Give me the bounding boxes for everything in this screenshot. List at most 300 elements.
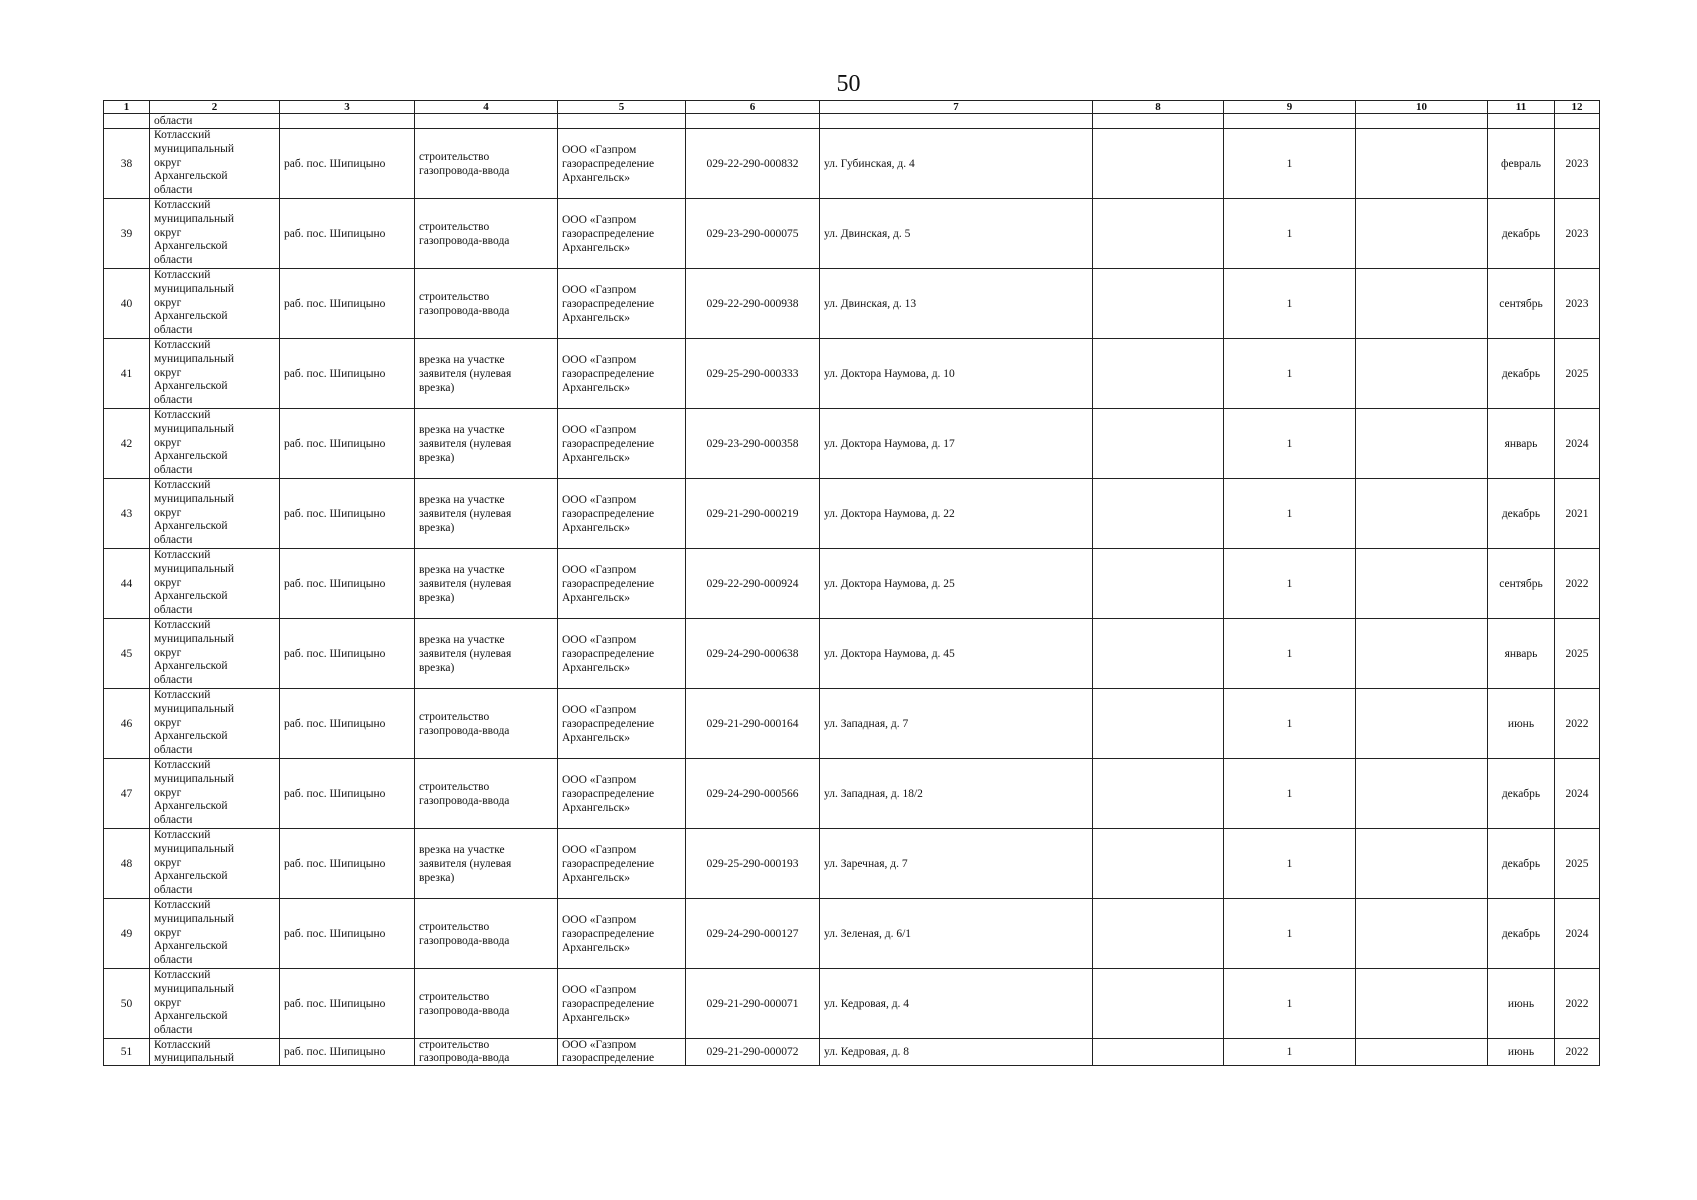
work-type-cell-line: газопровода-ввода xyxy=(419,164,510,177)
organization-cell-line: Архангельск» xyxy=(562,941,631,954)
row-number-cell: 42 xyxy=(104,409,150,479)
settlement-cell: раб. пос. Шипицыно xyxy=(280,969,415,1039)
address-cell: ул. Доктора Наумова, д. 10 xyxy=(820,339,1093,409)
district-cell-line: Котласский xyxy=(154,759,211,771)
organization-cell-line: газораспределение xyxy=(562,647,655,660)
quantity-cell: 1 xyxy=(1224,969,1356,1039)
column-10-cell xyxy=(1356,1039,1488,1066)
work-type-cell xyxy=(415,829,558,899)
district-cell-line: муниципальный xyxy=(154,632,235,645)
table-row xyxy=(104,689,1600,759)
work-type-cell-line: заявителя (нулевая xyxy=(419,577,512,590)
table-row xyxy=(104,339,1600,409)
table-row xyxy=(104,899,1600,969)
district-cell-line: Архангельской xyxy=(154,450,228,463)
row-number-cell: 51 xyxy=(104,1039,150,1066)
column-number: 5 xyxy=(558,101,686,114)
column-10-cell xyxy=(1356,129,1488,199)
column-10-cell xyxy=(1356,969,1488,1039)
district-cell xyxy=(150,759,280,829)
month-cell: июнь xyxy=(1488,1039,1555,1066)
month-cell: сентябрь xyxy=(1488,549,1555,619)
page-number: 50 xyxy=(836,71,861,97)
work-type-cell-line: врезка) xyxy=(419,591,455,604)
work-type-cell-line: заявителя (нулевая xyxy=(419,367,512,380)
organization-cell-line: газораспределение xyxy=(562,367,655,380)
column-8-cell xyxy=(1093,969,1224,1039)
year-cell: 2023 xyxy=(1555,199,1600,269)
district-cell-line: Архангельской xyxy=(154,1010,228,1023)
organization-cell xyxy=(558,1039,686,1066)
organization-cell-line: газораспределение xyxy=(562,507,655,520)
table-row xyxy=(104,969,1600,1039)
table-cell xyxy=(686,114,820,129)
work-type-cell-line: газопровода-ввода xyxy=(419,934,510,947)
table-cell xyxy=(104,114,150,129)
district-cell-line: области xyxy=(154,394,193,407)
settlement-cell: раб. пос. Шипицыно xyxy=(280,269,415,339)
table-cell xyxy=(1224,114,1356,129)
district-cell-line: Котласский xyxy=(154,479,211,491)
district-cell-line: муниципальный xyxy=(154,562,235,575)
table-row xyxy=(104,759,1600,829)
code-cell: 029-21-290-000072 xyxy=(686,1039,820,1066)
organization-cell-line: Архангельск» xyxy=(562,241,631,254)
column-10-cell xyxy=(1356,479,1488,549)
column-number: 4 xyxy=(415,101,558,114)
table-cell xyxy=(820,114,1093,129)
settlement-cell: раб. пос. Шипицыно xyxy=(280,409,415,479)
year-cell: 2022 xyxy=(1555,549,1600,619)
district-cell xyxy=(150,339,280,409)
column-10-cell xyxy=(1356,619,1488,689)
district-cell-line: области xyxy=(154,604,193,617)
row-number-cell: 39 xyxy=(104,199,150,269)
work-type-cell xyxy=(415,269,558,339)
district-cell-line: области xyxy=(154,814,193,827)
table-row xyxy=(104,129,1600,199)
district-cell-line: округ xyxy=(154,856,182,869)
row-number-cell: 45 xyxy=(104,619,150,689)
table-row xyxy=(104,269,1600,339)
work-type-cell xyxy=(415,759,558,829)
work-type-cell-line: врезка на участке xyxy=(419,423,505,436)
work-type-cell-line: врезка) xyxy=(419,871,455,884)
work-type-cell-line: газопровода-ввода xyxy=(419,1004,510,1017)
table-row xyxy=(104,829,1600,899)
organization-cell xyxy=(558,339,686,409)
settlement-cell: раб. пос. Шипицыно xyxy=(280,829,415,899)
column-10-cell xyxy=(1356,689,1488,759)
organization-cell-line: ООО «Газпром xyxy=(562,703,637,716)
organization-cell-line: ООО «Газпром xyxy=(562,773,637,786)
district-cell-line: Котласский xyxy=(154,969,211,981)
code-cell: 029-23-290-000075 xyxy=(686,199,820,269)
organization-cell-line: Архангельск» xyxy=(562,591,631,604)
district-cell-line: муниципальный xyxy=(154,492,235,505)
row-number-cell: 50 xyxy=(104,969,150,1039)
year-cell: 2022 xyxy=(1555,969,1600,1039)
quantity-cell: 1 xyxy=(1224,1039,1356,1066)
year-cell: 2022 xyxy=(1555,1039,1600,1066)
table-cell xyxy=(1093,114,1224,129)
district-cell-line: Архангельской xyxy=(154,310,228,323)
month-cell: сентябрь xyxy=(1488,269,1555,339)
organization-cell-line: газораспределение xyxy=(562,577,655,590)
month-cell: декабрь xyxy=(1488,339,1555,409)
organization-cell-line: ООО «Газпром xyxy=(562,493,637,506)
column-8-cell xyxy=(1093,899,1224,969)
column-8-cell xyxy=(1093,339,1224,409)
column-8-cell xyxy=(1093,829,1224,899)
organization-cell-line: Архангельск» xyxy=(562,661,631,674)
row-number-cell: 46 xyxy=(104,689,150,759)
work-type-cell-line: заявителя (нулевая xyxy=(419,857,512,870)
district-cell-line: муниципальный xyxy=(154,352,235,365)
address-cell: ул. Зеленая, д. 6/1 xyxy=(820,899,1093,969)
work-type-cell-line: строительство xyxy=(419,220,490,233)
month-cell: декабрь xyxy=(1488,479,1555,549)
column-number: 2 xyxy=(150,101,280,114)
organization-cell-line: газораспределение xyxy=(562,437,655,450)
district-cell-line: Котласский xyxy=(154,899,211,911)
organization-cell xyxy=(558,759,686,829)
year-cell: 2024 xyxy=(1555,409,1600,479)
column-number: 7 xyxy=(820,101,1093,114)
work-type-cell-line: строительство xyxy=(419,920,490,933)
quantity-cell: 1 xyxy=(1224,409,1356,479)
district-cell xyxy=(150,619,280,689)
district-cell-line: Котласский xyxy=(154,829,211,841)
column-10-cell xyxy=(1356,759,1488,829)
code-cell: 029-21-290-000071 xyxy=(686,969,820,1039)
district-cell: области xyxy=(150,114,280,129)
data-table xyxy=(103,100,1600,1066)
column-number: 8 xyxy=(1093,101,1224,114)
work-type-cell-line: врезка) xyxy=(419,521,455,534)
work-type-cell xyxy=(415,339,558,409)
column-8-cell xyxy=(1093,269,1224,339)
code-cell: 029-22-290-000832 xyxy=(686,129,820,199)
organization-cell-line: Архангельск» xyxy=(562,381,631,394)
work-type-cell xyxy=(415,479,558,549)
district-cell-line: округ xyxy=(154,646,182,659)
district-cell-line: Архангельской xyxy=(154,380,228,393)
district-cell-line: области xyxy=(154,464,193,477)
organization-cell-line: ООО «Газпром xyxy=(562,843,637,856)
code-cell: 029-22-290-000924 xyxy=(686,549,820,619)
column-8-cell xyxy=(1093,549,1224,619)
organization-cell-line: газораспределение xyxy=(562,857,655,870)
district-cell-line: Котласский xyxy=(154,1039,211,1051)
organization-cell-line: ООО «Газпром xyxy=(562,633,637,646)
row-number-cell: 44 xyxy=(104,549,150,619)
year-cell: 2021 xyxy=(1555,479,1600,549)
code-cell: 029-22-290-000938 xyxy=(686,269,820,339)
work-type-cell-line: врезка) xyxy=(419,381,455,394)
continued-row xyxy=(104,114,1600,129)
row-number-cell: 43 xyxy=(104,479,150,549)
address-cell: ул. Губинская, д. 4 xyxy=(820,129,1093,199)
quantity-cell: 1 xyxy=(1224,759,1356,829)
quantity-cell: 1 xyxy=(1224,549,1356,619)
district-cell-line: Архангельской xyxy=(154,660,228,673)
table-row xyxy=(104,199,1600,269)
work-type-cell-line: врезка на участке xyxy=(419,633,505,646)
address-cell: ул. Кедровая, д. 8 xyxy=(820,1039,1093,1066)
quantity-cell: 1 xyxy=(1224,689,1356,759)
organization-cell xyxy=(558,899,686,969)
column-number: 6 xyxy=(686,101,820,114)
organization-cell xyxy=(558,129,686,199)
settlement-cell: раб. пос. Шипицыно xyxy=(280,129,415,199)
quantity-cell: 1 xyxy=(1224,619,1356,689)
organization-cell-line: ООО «Газпром xyxy=(562,913,637,926)
district-cell-line: муниципальный xyxy=(154,842,235,855)
organization-cell-line: Архангельск» xyxy=(562,311,631,324)
organization-cell xyxy=(558,269,686,339)
work-type-cell-line: строительство xyxy=(419,710,490,723)
district-cell-line: округ xyxy=(154,926,182,939)
district-cell-line: муниципальный xyxy=(154,142,235,155)
column-number-row xyxy=(104,101,1600,114)
work-type-cell-line: строительство xyxy=(419,780,490,793)
district-cell-line: Архангельской xyxy=(154,170,228,183)
organization-cell-line: Архангельск» xyxy=(562,451,631,464)
organization-cell xyxy=(558,479,686,549)
district-cell xyxy=(150,269,280,339)
table-row xyxy=(104,619,1600,689)
column-10-cell xyxy=(1356,899,1488,969)
district-cell-line: Архангельской xyxy=(154,870,228,883)
district-cell-line: округ xyxy=(154,716,182,729)
district-cell-line: области xyxy=(154,954,193,967)
column-10-cell xyxy=(1356,199,1488,269)
work-type-cell-line: газопровода-ввода xyxy=(419,794,510,807)
row-number-cell: 47 xyxy=(104,759,150,829)
month-cell: декабрь xyxy=(1488,759,1555,829)
month-cell: декабрь xyxy=(1488,899,1555,969)
district-cell-line: области xyxy=(154,884,193,897)
table-row xyxy=(104,479,1600,549)
organization-cell-line: Архангельск» xyxy=(562,171,631,184)
district-cell xyxy=(150,549,280,619)
work-type-cell-line: врезка на участке xyxy=(419,493,505,506)
quantity-cell: 1 xyxy=(1224,199,1356,269)
organization-cell xyxy=(558,199,686,269)
district-cell-line: округ xyxy=(154,366,182,379)
organization-cell-line: газораспределение xyxy=(562,297,655,310)
organization-cell xyxy=(558,969,686,1039)
district-cell-line: округ xyxy=(154,296,182,309)
district-cell-line: области xyxy=(154,254,193,267)
quantity-cell: 1 xyxy=(1224,129,1356,199)
work-type-cell-line: газопровода-ввода xyxy=(419,234,510,247)
district-cell-line: округ xyxy=(154,226,182,239)
column-8-cell xyxy=(1093,129,1224,199)
work-type-cell-line: строительство xyxy=(419,1039,490,1051)
settlement-cell: раб. пос. Шипицыно xyxy=(280,479,415,549)
district-cell xyxy=(150,199,280,269)
settlement-cell: раб. пос. Шипицыно xyxy=(280,759,415,829)
work-type-cell-line: газопровода-ввода xyxy=(419,304,510,317)
district-cell xyxy=(150,899,280,969)
district-cell-line: муниципальный xyxy=(154,212,235,225)
code-cell: 029-21-290-000219 xyxy=(686,479,820,549)
district-cell-line: Архангельской xyxy=(154,590,228,603)
month-cell: июнь xyxy=(1488,689,1555,759)
organization-cell xyxy=(558,619,686,689)
year-cell: 2022 xyxy=(1555,689,1600,759)
quantity-cell: 1 xyxy=(1224,339,1356,409)
district-cell-line: Котласский xyxy=(154,619,211,631)
work-type-cell-line: врезка) xyxy=(419,661,455,674)
work-type-cell-line: врезка на участке xyxy=(419,843,505,856)
organization-cell xyxy=(558,689,686,759)
work-type-cell-line: газопровода-ввода xyxy=(419,1052,510,1064)
code-cell: 029-23-290-000358 xyxy=(686,409,820,479)
district-cell-line: Архангельской xyxy=(154,940,228,953)
organization-cell-line: Архангельск» xyxy=(562,731,631,744)
address-cell: ул. Доктора Наумова, д. 17 xyxy=(820,409,1093,479)
organization-cell xyxy=(558,829,686,899)
year-cell: 2023 xyxy=(1555,129,1600,199)
organization-cell-line: ООО «Газпром xyxy=(562,283,637,296)
district-cell-line: Котласский xyxy=(154,269,211,281)
district-cell xyxy=(150,969,280,1039)
organization-cell-line: ООО «Газпром xyxy=(562,353,637,366)
table-cell xyxy=(1555,114,1600,129)
district-cell-line: муниципальный xyxy=(154,772,235,785)
settlement-cell: раб. пос. Шипицыно xyxy=(280,1039,415,1066)
organization-cell-line: ООО «Газпром xyxy=(562,423,637,436)
table-cell xyxy=(1488,114,1555,129)
organization-cell-line: газораспределение xyxy=(562,997,655,1010)
district-cell-line: Котласский xyxy=(154,129,211,141)
district-cell-line: Котласский xyxy=(154,339,211,351)
work-type-cell-line: врезка на участке xyxy=(419,563,505,576)
column-8-cell xyxy=(1093,759,1224,829)
district-cell-line: области xyxy=(154,534,193,547)
district-cell-line: округ xyxy=(154,786,182,799)
column-8-cell xyxy=(1093,689,1224,759)
district-cell-line: области xyxy=(154,184,193,197)
year-cell: 2025 xyxy=(1555,829,1600,899)
row-number-cell: 48 xyxy=(104,829,150,899)
table-body xyxy=(104,114,1600,1066)
column-8-cell xyxy=(1093,619,1224,689)
code-cell: 029-24-290-000638 xyxy=(686,619,820,689)
table-row xyxy=(104,549,1600,619)
table-cell xyxy=(558,114,686,129)
work-type-cell-line: заявителя (нулевая xyxy=(419,507,512,520)
organization-cell xyxy=(558,409,686,479)
column-10-cell xyxy=(1356,549,1488,619)
address-cell: ул. Западная, д. 7 xyxy=(820,689,1093,759)
month-cell: январь xyxy=(1488,619,1555,689)
column-10-cell xyxy=(1356,829,1488,899)
column-number: 11 xyxy=(1488,101,1555,114)
organization-cell-line: Архангельск» xyxy=(562,801,631,814)
organization-cell-line: ООО «Газпром xyxy=(562,213,637,226)
month-cell: январь xyxy=(1488,409,1555,479)
address-cell: ул. Двинская, д. 13 xyxy=(820,269,1093,339)
address-cell: ул. Западная, д. 18/2 xyxy=(820,759,1093,829)
district-cell-line: муниципальный xyxy=(154,912,235,925)
district-cell-line: области xyxy=(154,744,193,757)
work-type-cell xyxy=(415,619,558,689)
address-cell: ул. Доктора Наумова, д. 45 xyxy=(820,619,1093,689)
district-cell xyxy=(150,409,280,479)
year-cell: 2023 xyxy=(1555,269,1600,339)
code-cell: 029-21-290-000164 xyxy=(686,689,820,759)
table-row xyxy=(104,1039,1600,1066)
settlement-cell: раб. пос. Шипицыно xyxy=(280,689,415,759)
work-type-cell xyxy=(415,899,558,969)
work-type-cell xyxy=(415,549,558,619)
district-cell-line: области xyxy=(154,674,193,687)
district-cell-line: Архангельской xyxy=(154,800,228,813)
work-type-cell xyxy=(415,969,558,1039)
organization-cell-line: ООО «Газпром xyxy=(562,563,637,576)
organization-cell-line: ООО «Газпром xyxy=(562,143,637,156)
year-cell: 2025 xyxy=(1555,619,1600,689)
organization-cell-line: Архангельск» xyxy=(562,1011,631,1024)
work-type-cell-line: строительство xyxy=(419,990,490,1003)
work-type-cell-line: заявителя (нулевая xyxy=(419,647,512,660)
column-8-cell xyxy=(1093,1039,1224,1066)
code-cell: 029-24-290-000566 xyxy=(686,759,820,829)
district-cell-line: муниципальный xyxy=(154,1052,235,1064)
column-number: 3 xyxy=(280,101,415,114)
settlement-cell: раб. пос. Шипицыно xyxy=(280,199,415,269)
quantity-cell: 1 xyxy=(1224,269,1356,339)
address-cell: ул. Двинская, д. 5 xyxy=(820,199,1093,269)
column-10-cell xyxy=(1356,269,1488,339)
organization-cell-line: газораспределение xyxy=(562,1052,655,1064)
organization-cell xyxy=(558,549,686,619)
work-type-cell xyxy=(415,1039,558,1066)
column-number: 12 xyxy=(1555,101,1600,114)
code-cell: 029-25-290-000333 xyxy=(686,339,820,409)
district-cell-line: области xyxy=(154,324,193,337)
work-type-cell xyxy=(415,409,558,479)
district-cell-line: Котласский xyxy=(154,689,211,701)
settlement-cell: раб. пос. Шипицыно xyxy=(280,549,415,619)
address-cell: ул. Заречная, д. 7 xyxy=(820,829,1093,899)
district-cell-line: Архангельской xyxy=(154,730,228,743)
district-cell-line: Котласский xyxy=(154,409,211,421)
work-type-cell-line: строительство xyxy=(419,150,490,163)
column-number: 9 xyxy=(1224,101,1356,114)
address-cell: ул. Кедровая, д. 4 xyxy=(820,969,1093,1039)
year-cell: 2025 xyxy=(1555,339,1600,409)
work-type-cell-line: газопровода-ввода xyxy=(419,724,510,737)
district-cell xyxy=(150,829,280,899)
organization-cell-line: газораспределение xyxy=(562,227,655,240)
row-number-cell: 49 xyxy=(104,899,150,969)
row-number-cell: 38 xyxy=(104,129,150,199)
organization-cell-line: ООО «Газпром xyxy=(562,983,637,996)
quantity-cell: 1 xyxy=(1224,829,1356,899)
code-cell: 029-24-290-000127 xyxy=(686,899,820,969)
work-type-cell xyxy=(415,689,558,759)
organization-cell-line: Архангельск» xyxy=(562,871,631,884)
district-cell-line: муниципальный xyxy=(154,702,235,715)
district-cell-line: Архангельской xyxy=(154,520,228,533)
settlement-cell: раб. пос. Шипицыно xyxy=(280,619,415,689)
district-cell-line: муниципальный xyxy=(154,982,235,995)
